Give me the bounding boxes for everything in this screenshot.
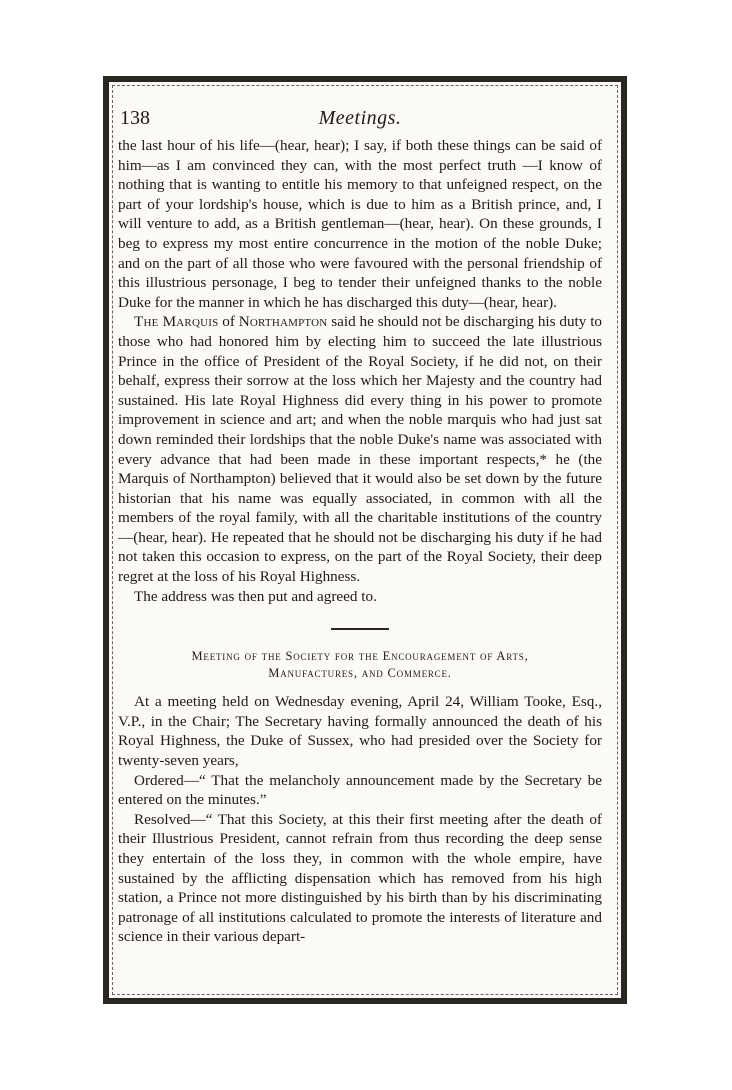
paragraph-meeting: At a meeting held on Wednesday evening, April 24, William Tooke, Esq., V.P., in the Chair; The Secretary having formally announced the death of his Royal Highness, the Duke of Sussex, who had presided over the Society for twenty-seven years, <box>118 693 602 770</box>
speaker-of: of <box>218 313 239 331</box>
page-header <box>118 100 602 136</box>
section-divider <box>331 628 389 630</box>
paragraph-resolved: Resolved—“ That this Society, at this their first meeting after the death of their Illustrious President, cannot refrain from thus recording the deep sense they entertain of the loss they, in common with the whole empire, have sustained by the afflicting dispensation which has removed from his high station, a Prince not more distinguished by his birth than by his discriminating patronage of all institutions calculated to promote the interests of literature and science in their various depart- <box>118 810 602 946</box>
section-heading <box>118 648 602 682</box>
section-heading-line-2: Manufactures, and Commerce. <box>268 666 452 681</box>
marquis-speech: said he should not be discharging his duty to those who had honored him by electing him to succeed the late illustrious Prince in the office of President of the Royal Society, if he did not, on their behalf, express their sorrow at the loss which her Majesty and the country had sustained. His late Royal Highness did every thing in his power to promote improvement in science and art; and when the noble marquis who had just sat down reminded their lordships that the noble Duke's name was associated with every advance that had been made in these important respects,* he (the Marquis of Northampton) believed that it would also be set down by the future historian that his name was equally associated, in common with all the members of the royal family, with all the charitable institutions of the country—(hear, hear). He repeated that he should not be discharging his duty if he had not taken this occasion to express, on the part of the Royal Society, their deep regret at the loss of his Royal Highness. <box>118 313 603 586</box>
paragraph-address: The address was then put and agreed to. <box>134 587 377 605</box>
speaker-place: Northampton <box>238 313 328 331</box>
paragraph-speech-end: the last hour of his life—(hear, hear); I say, if both these things can be said of him—as I am convinced they can, with the most perfect truth —I know of nothing that is wanting to entitle his memory to that unfeigned respect, on the part of your lordship's house, which is due to him as a British prince, and, I will venture to add, as a British gentleman—(hear, hear). On these grounds, I beg to express my most entire concurrence in the motion of the noble Duke; and on the part of all those who were favoured with the personal friendship of this illustrious personage, I beg to tender their unfeigned thanks to the noble Duke for the manner in which he has discharged this duty—(hear, hear). <box>118 137 602 311</box>
running-title: Meetings. <box>318 107 402 129</box>
paragraph-marquis <box>118 312 602 586</box>
page-number: 138 <box>120 107 150 129</box>
page-content <box>118 100 602 947</box>
speaker-title: The Marquis <box>134 313 219 331</box>
section-heading-line-1: Meeting of the Society for the Encouragement of Arts, <box>191 649 529 664</box>
paragraph-ordered: Ordered—“ That the melancholy announcement made by the Secretary be entered on the minutes.” <box>118 771 602 809</box>
